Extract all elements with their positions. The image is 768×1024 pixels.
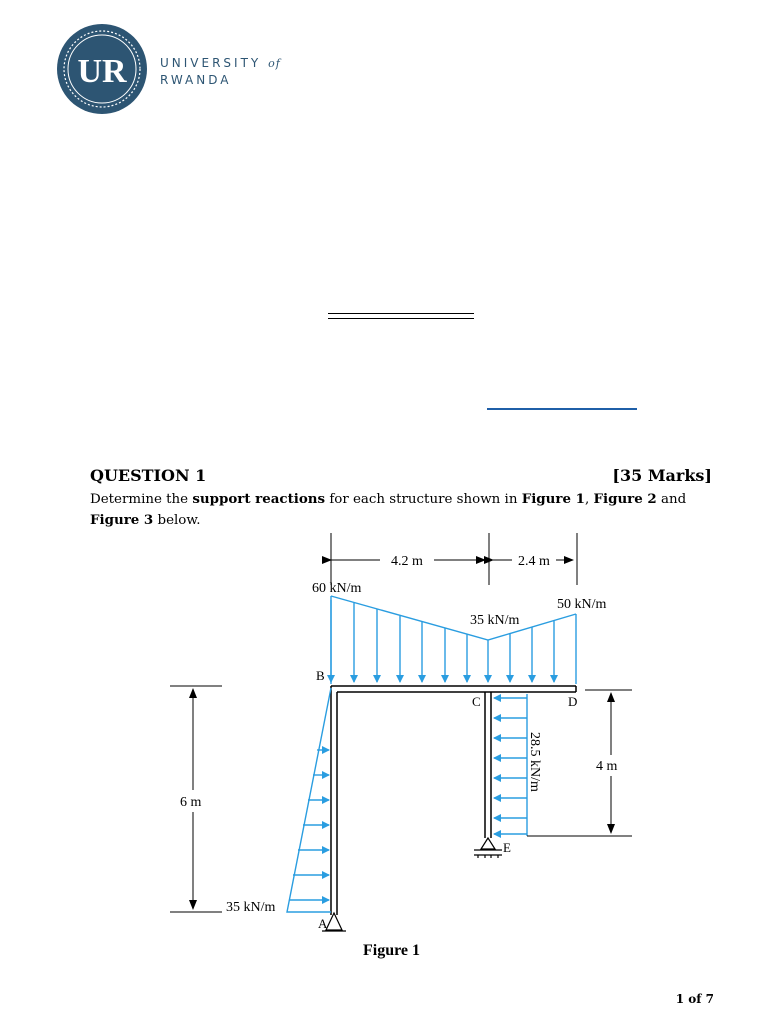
dim-height-4m: 4 m — [596, 759, 618, 774]
load-w-d: 50 kN/m — [557, 597, 607, 612]
logo-monogram: UR — [77, 53, 127, 90]
question-text: Determine the support reactions for each structure shown in Figure 1, Figure 2 and Figure 3 below. — [90, 491, 687, 528]
beam-load-arrows — [331, 600, 554, 682]
load-w-c: 35 kN/m — [470, 613, 520, 628]
dim-height-6m: 6 m — [180, 795, 202, 810]
university-line2: RWANDA — [160, 73, 232, 87]
node-e: E — [503, 840, 511, 855]
university-line1: UNIVERSITY — [160, 56, 262, 70]
node-d: D — [568, 694, 578, 709]
support-e — [474, 838, 502, 858]
question-number: QUESTION 1 — [90, 466, 207, 485]
column-load-arrows — [289, 750, 329, 900]
load-w-ce: 28.5 kN/m — [527, 732, 542, 792]
load-w-col-base: 35 kN/m — [226, 900, 276, 915]
dim-span-bc: 4.2 m — [391, 554, 423, 569]
load-w-b: 60 kN/m — [312, 581, 362, 596]
question-marks: [35 Marks] — [612, 466, 712, 485]
beam-load — [331, 596, 576, 684]
dim-span-cd: 2.4 m — [518, 554, 550, 569]
university-of: of — [268, 57, 281, 70]
frame — [331, 686, 576, 915]
ce-load-arrows — [494, 698, 527, 834]
node-a: A — [318, 916, 328, 931]
node-c: C — [472, 694, 481, 709]
page-number: 1 of 7 — [675, 992, 714, 1006]
figure-caption: Figure 1 — [363, 942, 421, 959]
node-b: B — [316, 668, 325, 683]
